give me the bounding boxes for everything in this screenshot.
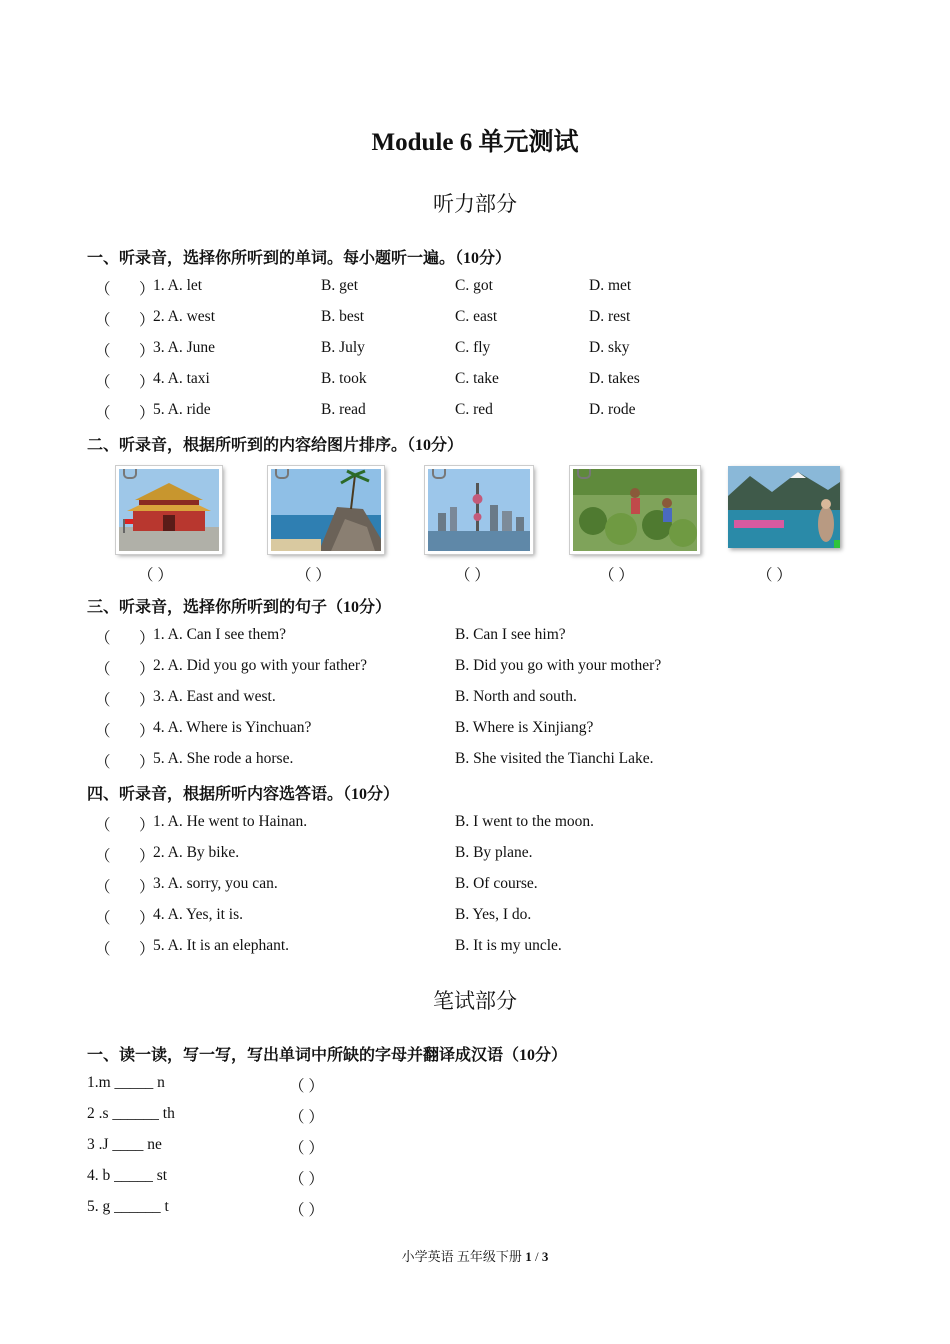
question-row [95, 370, 895, 392]
part4-heading: 四、听录音，根据所听内容选答语。（10分） [87, 786, 400, 803]
answer-paren-left: （ [95, 879, 111, 896]
option-b: B. I went to the moon. [455, 813, 595, 830]
option-d: D. rode [589, 401, 636, 418]
answer-paren-right: ） [139, 343, 155, 360]
part3-heading: 三、听录音，选择你所听到的句子（10分） [87, 599, 392, 616]
option-b: B. It is my uncle. [455, 937, 562, 954]
option-b: B. best [321, 308, 365, 325]
option-c: C. east [455, 308, 498, 325]
answer-paren-left: （ [95, 312, 111, 329]
option-b: B. get [321, 277, 359, 294]
answer-paren-left: （ [95, 405, 111, 422]
page-footer [0, 1246, 950, 1265]
option-c: C. got [455, 277, 493, 294]
option-a: 2. A. By bike. [153, 844, 240, 861]
answer-paren-left: （ [95, 692, 111, 709]
option-a: 2. A. Did you go with your father? [153, 657, 367, 674]
answer-paren-right: ） [139, 374, 155, 391]
paperclip-icon [275, 466, 289, 479]
answer-paren-right: ） [139, 630, 155, 647]
option-d: D. met [589, 277, 632, 294]
hainan-beach-picture [268, 466, 384, 554]
missing-letter-word: 5. g ______ t [87, 1198, 169, 1215]
tianchi-lake-picture [728, 466, 840, 548]
answer-paren-right: ） [139, 723, 155, 740]
question-row [95, 906, 895, 928]
question-row [95, 719, 895, 741]
missing-letter-word: 1.m _____ n [87, 1074, 165, 1091]
answer-paren-left: （ [95, 281, 111, 298]
answer-paren-right: ） [139, 661, 155, 678]
option-c: C. red [455, 401, 493, 418]
option-b: B. Where is Xinjiang? [455, 719, 594, 736]
answer-paren-left: （ [95, 661, 111, 678]
answer-paren-left: （ [95, 630, 111, 647]
question-row [95, 688, 895, 710]
question-row [95, 339, 895, 361]
option-a: 4. A. Yes, it is. [153, 906, 244, 923]
fill-in-row [87, 1198, 487, 1220]
answer-paren-right: ） [139, 312, 155, 329]
answer-paren-right: ） [139, 910, 155, 927]
answer-paren-right: ） [139, 941, 155, 958]
answer-paren-right: ） [139, 817, 155, 834]
listening-section-title: 听力部分 [433, 192, 517, 216]
option-b: B. Did you go with your mother? [455, 657, 662, 674]
option-b: B. Of course. [455, 875, 538, 892]
answer-paren-left: （ [95, 754, 111, 771]
tea-garden-picture [570, 466, 700, 554]
fill-in-row [87, 1105, 487, 1127]
footer-text: 小学英语 五年级下册 [401, 1249, 526, 1264]
option-a: 1. A. let [153, 277, 203, 294]
option-a: 2. A. west [153, 308, 215, 325]
option-b: B. She visited the Tianchi Lake. [455, 750, 654, 767]
answer-paren-right: ） [139, 692, 155, 709]
picture-answer-paren: （ ） [138, 567, 173, 584]
question-row [95, 308, 895, 330]
missing-letter-word: 2 .s ______ th [87, 1105, 175, 1122]
translation-paren: （ ） [289, 1078, 324, 1095]
option-a: 5. A. It is an elephant. [153, 937, 290, 954]
answer-paren-left: （ [95, 374, 111, 391]
answer-paren-left: （ [95, 941, 111, 958]
option-a: 5. A. She rode a horse. [153, 750, 294, 767]
question-row [95, 277, 895, 299]
answer-paren-left: （ [95, 723, 111, 740]
answer-paren-right: ） [139, 281, 155, 298]
option-c: C. take [455, 370, 499, 387]
footer-page-number: 1 [525, 1249, 532, 1264]
translation-paren: （ ） [289, 1109, 324, 1126]
paperclip-icon [123, 466, 137, 479]
answer-paren-right: ） [139, 405, 155, 422]
question-row [95, 813, 895, 835]
option-a: 3. A. sorry, you can. [153, 875, 278, 892]
option-d: D. takes [589, 370, 640, 387]
question-row [95, 844, 895, 866]
part2-heading: 二、听录音，根据所听到的内容给图片排序。（10分） [87, 437, 464, 454]
shanghai-skyline-picture [425, 466, 533, 554]
answer-paren-left: （ [95, 848, 111, 865]
fill-in-row [87, 1074, 487, 1096]
paperclip-icon [432, 466, 446, 479]
option-b: B. Can I see him? [455, 626, 566, 643]
option-a: 1. A. Can I see them? [153, 626, 287, 643]
missing-letter-word: 4. b _____ st [87, 1167, 168, 1184]
option-b: B. July [321, 339, 365, 356]
answer-paren-left: （ [95, 343, 111, 360]
option-b: B. North and south. [455, 688, 577, 705]
option-a: 3. A. East and west. [153, 688, 276, 705]
option-b: B. took [321, 370, 367, 387]
fill-in-row [87, 1167, 487, 1189]
option-d: D. sky [589, 339, 630, 356]
missing-letter-word: 3 .J ____ ne [87, 1136, 162, 1153]
question-row [95, 657, 895, 679]
writing-section-title: 笔试部分 [433, 989, 517, 1013]
option-a: 4. A. Where is Yinchuan? [153, 719, 312, 736]
question-row [95, 401, 895, 423]
option-b: B. By plane. [455, 844, 533, 861]
option-b: B. Yes, I do. [455, 906, 532, 923]
picture-answer-paren: （ ） [599, 567, 634, 584]
question-row [95, 875, 895, 897]
option-b: B. read [321, 401, 366, 418]
part1-heading: 一、听录音，选择你所听到的单词。每小题听一遍。（10分） [87, 250, 512, 267]
tiananmen-picture [116, 466, 222, 554]
paperclip-icon [577, 466, 591, 479]
translation-paren: （ ） [289, 1171, 324, 1188]
footer-separator: / [531, 1249, 542, 1264]
question-row [95, 626, 895, 648]
translation-paren: （ ） [289, 1202, 324, 1219]
fill-in-row [87, 1136, 487, 1158]
answer-paren-right: ） [139, 848, 155, 865]
option-a: 1. A. He went to Hainan. [153, 813, 308, 830]
option-a: 4. A. taxi [153, 370, 210, 387]
translation-paren: （ ） [289, 1140, 324, 1157]
option-d: D. rest [589, 308, 631, 325]
answer-paren-left: （ [95, 817, 111, 834]
question-row [95, 937, 895, 959]
picture-answer-paren: （ ） [455, 567, 490, 584]
part5-heading: 一、读一读，写一写，写出单词中所缺的字母并翻译成汉语（10分） [87, 1047, 568, 1064]
option-a: 3. A. June [153, 339, 215, 356]
option-c: C. fly [455, 339, 491, 356]
page-title: Module 6 单元测试 [371, 129, 579, 156]
footer-page-total: 3 [541, 1249, 549, 1264]
question-row [95, 750, 895, 772]
picture-answer-paren: （ ） [296, 567, 331, 584]
answer-paren-left: （ [95, 910, 111, 927]
picture-answer-paren: （ ） [757, 567, 792, 584]
answer-paren-right: ） [139, 754, 155, 771]
option-a: 5. A. ride [153, 401, 211, 418]
answer-paren-right: ） [139, 879, 155, 896]
